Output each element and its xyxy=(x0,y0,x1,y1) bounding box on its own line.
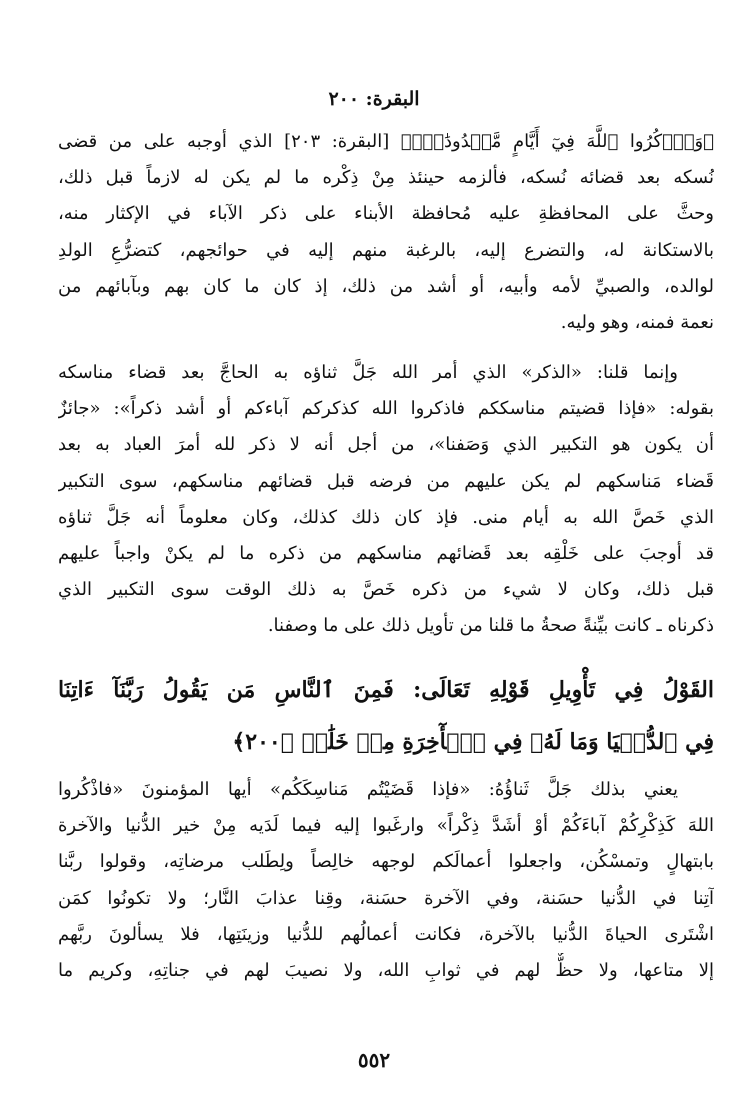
text-line: يعني بذلك جَلَّ ثَناؤُهُ: «فإذا قَضَيْتُم مَناسِكَكُم» أيها المؤمنونَ «فاذْكُروا xyxy=(58,779,678,800)
heading-line: فِي ٱلدُّنۡيَا وَمَا لَهُۥ فِي ٱلۡأٓخِرَةِ مِنۡ خَلَٰقٖ ﴿٢٠٠﴾ xyxy=(232,729,714,755)
section-heading xyxy=(58,664,714,768)
text-line: بالاستكانة له، والتضرع إليه، بالرغبة منهم إليه في حوائجهم، كتضرُّعِ الولدِ xyxy=(58,239,714,261)
running-header: البقرة: ٢٠٠ xyxy=(328,88,420,110)
text-line: اشْتَرى الحياةَ الدُّنيا بالآخرة، فكانت أعمالُهم للدُّنيا وزينَتِها، فلا يسألونَ ربَّهم xyxy=(58,923,714,945)
page-number: ٥٥٢ xyxy=(357,1048,391,1072)
text-line: أن يكون هو التكبير الذي وَصَفنا»، من أجل أنه لا ذكر لله أمرَ العباد به بعد xyxy=(58,434,714,456)
paragraph-3 xyxy=(58,772,714,989)
paragraph-2 xyxy=(58,355,714,645)
text-line: بقوله: «فإذا قضيتم مناسككم فاذكروا الله كذكركم آباءكم أو أشد ذكراً»: «جائزٌ xyxy=(58,398,714,420)
text-line: نُسكه بعد قضائه نُسكه، فألزمه حينئذ مِنْ ذِكْره ما لم يكن له لازماً قبل ذلك، xyxy=(58,167,714,189)
text-line: الذي خَصَّ الله به أيام منى. فإذ كان ذلك كذلك، وكان معلوماً أنه جَلَّ ثناؤه xyxy=(58,506,714,528)
text-line: وإنما قلنا: «الذكر» الذي أمر الله جَلَّ ثناؤه به الحاجَّ بعد قضاء مناسكه xyxy=(58,362,678,383)
text-line: آتِنا في الدُّنيا حسَنة، وفي الآخرة حسَنة، وقِنا عذابَ النَّار؛ ولا تكونُوا كمَن xyxy=(58,887,714,909)
text-line: قد أوجبَ على خَلْقِه بعد قَضائهم مناسكهم من ذكره ما لم يكنْ واجباً عليهم xyxy=(58,542,714,564)
text-line: قَضاء مَناسكهم لم يكن عليهم من فرضه قبل قضائهم مناسكهم، سوى التكبير xyxy=(58,470,714,492)
text-line: بابتهالٍ وتمسْكُن، واجعلوا أعمالَكم لوجهه خالِصاً ولِطَلب مرضاتِه، وقولوا ربَّنا xyxy=(58,851,714,873)
text-line: وحثَّ على المحافظةِ عليه مُحافظة الأبناء على ذكر الآباء في الإكثار منه، xyxy=(58,203,714,225)
text-line: نعمة فمنه، وهو وليه. xyxy=(560,311,714,333)
text-line: قبل ذلك، وكان لا شيء من ذكره خَصَّ به ذلك الوقت سوى التكبير الذي xyxy=(58,579,714,601)
text-line: لوالده، والصبيِّ لأمه وأبيه، أو أشد من ذلك، إذ كان ما كان بهم وبآبائهم من xyxy=(58,275,714,297)
text-line: ذكرناه ـ كانت بيِّنةً صحةُ ما قلنا من تأويل ذلك على ما وصفنا. xyxy=(267,615,714,637)
paragraph-1 xyxy=(58,124,714,341)
text-line: اللهَ كَذِكْرِكُمْ آباءَكُمْ أوْ أشَدَّ ذِكْراً» وارغَبوا إليه فيما لَدَيه مِنْ خير الدُّنيا والآخرة xyxy=(58,815,714,837)
heading-line: القَوْلُ فِي تَأْوِيلِ قَوْلِهِ تَعَالَى: فَمِنَ ٱلنَّاسِ مَن يَقُولُ رَبَّنَآ ءَاتِنَا xyxy=(58,677,714,703)
text-line: ﴿وَٱذۡكُرُوا ٱللَّهَ فِيٓ أَيَّامٍ مَّعۡدُودَٰتٍۚ﴾ [البقرة: ٢٠٣] الذي أوجبه على من قضى xyxy=(58,131,714,152)
text-line: إلا متاعها، ولا حظٌّ لهم في ثوابِ الله، ولا نصيبَ لهم في جناتِهِ، وكريم ما xyxy=(58,959,714,981)
